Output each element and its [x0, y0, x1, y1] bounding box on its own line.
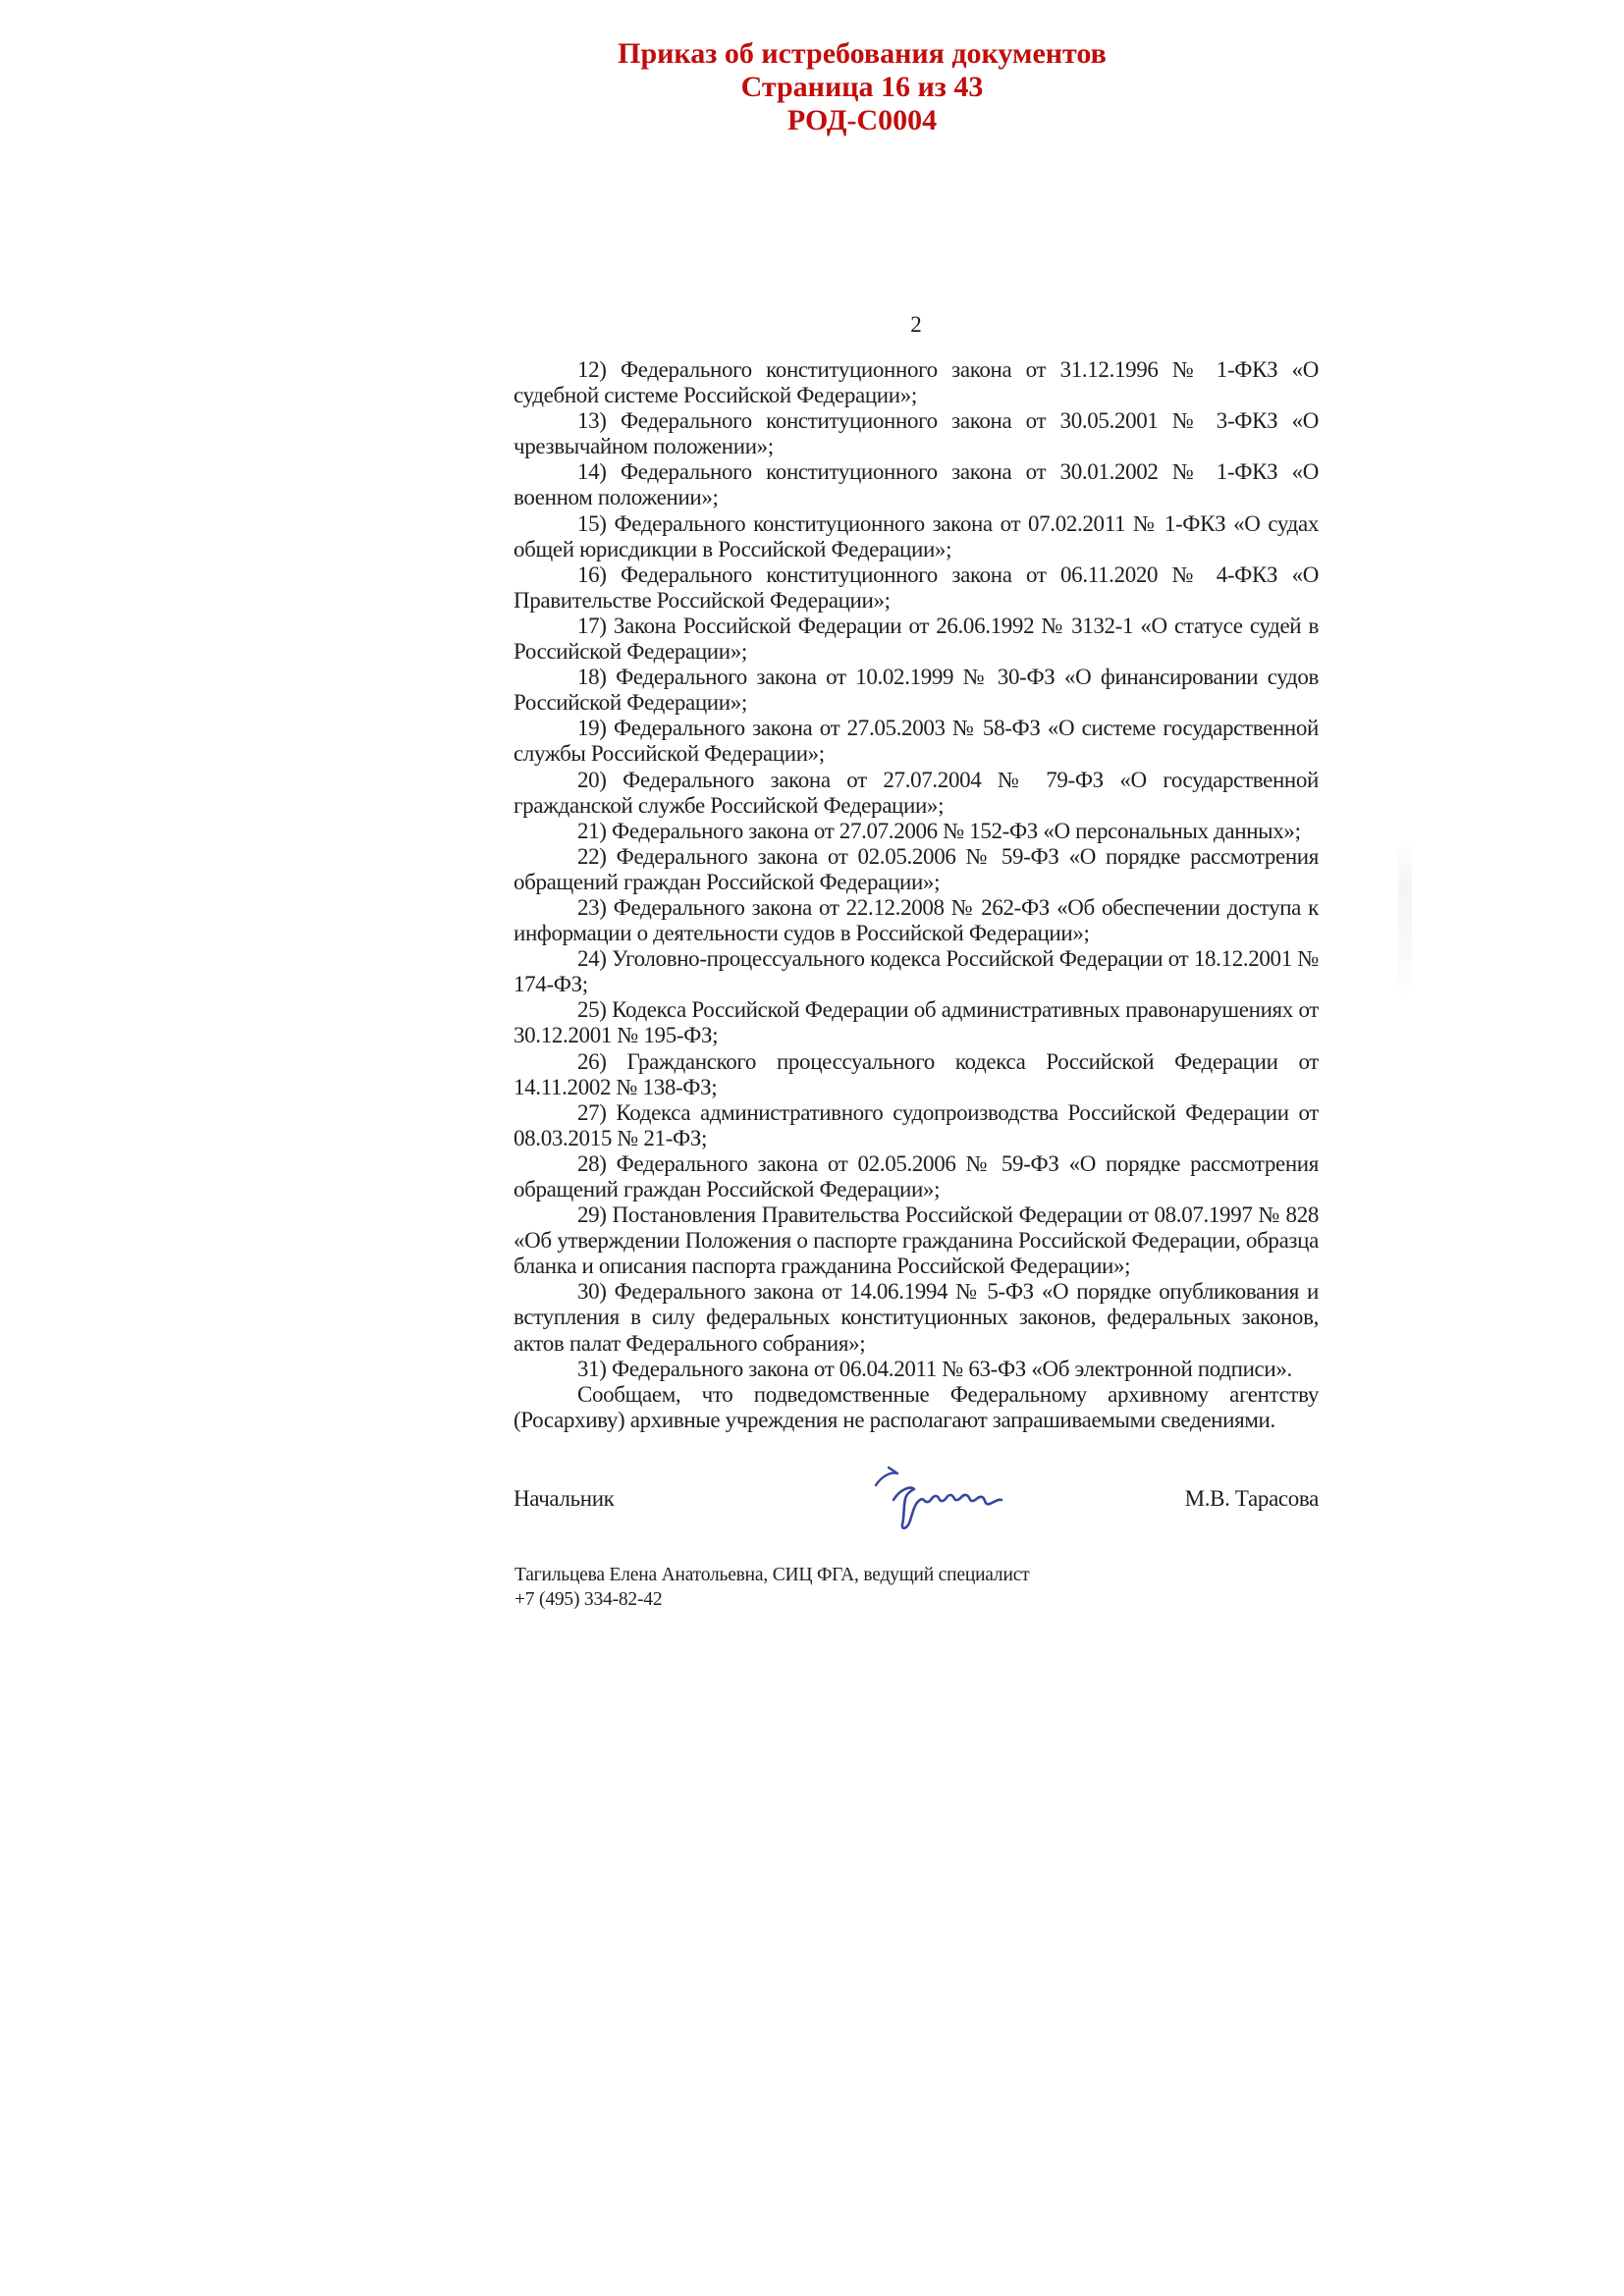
paragraph: 26) Гражданского процессуального кодекса Российской Федерации от 14.11.2002 № 138-ФЗ; [514, 1048, 1319, 1099]
paragraph: 31) Федерального закона от 06.04.2011 № 63-ФЗ «Об электронной подписи». [577, 1356, 1292, 1381]
paragraph: 13) Федерального конституционного закона от 30.05.2001 № 3-ФКЗ «О чрезвычайном положении»; [514, 408, 1319, 459]
doc-page-info: Страница 16 из 43 [740, 71, 984, 103]
body-paragraphs [514, 357, 1319, 1433]
paragraph: Сообщаем, что подведомственные Федеральному архивному агентству (Росархиву) архивные учреждения не располагают запрашиваемыми сведениями. [514, 1381, 1319, 1432]
paragraph: 30) Федерального закона от 14.06.1994 № 5-ФЗ «О порядке опубликования и вступления в силу федеральных конституционных законов, федеральных законов, актов палат Федерального собрания»; [514, 1279, 1319, 1356]
doc-footer [514, 1563, 1320, 1612]
signature-position-label: Начальник [514, 1486, 615, 1511]
paragraph: 19) Федерального закона от 27.05.2003 № 58-ФЗ «О системе государственной службы Российской Федерации»; [514, 716, 1319, 767]
doc-title: Приказ об истребования документов [618, 37, 1107, 70]
paragraph: 23) Федерального закона от 22.12.2008 № 262-ФЗ «Об обеспечении доступа к информации о деятельности судов в Российской Федерации»; [514, 894, 1319, 946]
paragraph: 12) Федерального конституционного закона от 31.12.1996 № 1-ФКЗ «О судебной системе Российской Федерации»; [514, 357, 1319, 408]
paragraph: 14) Федерального конституционного закона от 30.01.2002 № 1-ФКЗ «О военном положении»; [514, 459, 1319, 510]
paragraph: 24) Уголовно-процессуального кодекса Российской Федерации от 18.12.2001 № 174-ФЗ; [514, 946, 1319, 997]
handwritten-signature-icon [864, 1459, 1011, 1547]
doc-header [100, 37, 1624, 137]
signature-name: М.В. Тарасова [1184, 1486, 1319, 1511]
doc-code: РОД-С0004 [786, 104, 938, 136]
paragraph: 16) Федерального конституционного закона от 06.11.2020 № 4-ФКЗ «О Правительстве Российской Федерации»; [514, 561, 1319, 613]
paragraph: 28) Федерального закона от 02.05.2006 № 59-ФЗ «О порядке рассмотрения обращений граждан Российской Федерации»; [514, 1150, 1319, 1201]
paragraph: 22) Федерального закона от 02.05.2006 № 59-ФЗ «О порядке рассмотрения обращений граждан Российской Федерации»; [514, 843, 1319, 894]
page-number: 2 [910, 312, 922, 337]
scan-artifact [1398, 840, 1412, 997]
paragraph: 25) Кодекса Российской Федерации об административных правонарушениях от 30.12.2001 № 195-ФЗ; [514, 997, 1319, 1048]
paragraph: 29) Постановления Правительства Российской Федерации от 08.07.1997 № 828 «Об утверждении Положения о паспорте гражданина Российской Федерации, образца бланка и описания паспорта гражданина Российской Федерации»; [514, 1202, 1319, 1279]
paragraph: 17) Закона Российской Федерации от 26.06.1992 № 3132-1 «О статусе судей в Российской Федерации»; [514, 613, 1319, 665]
paragraph: 20) Федерального закона от 27.07.2004 № 79-ФЗ «О государственной гражданской службе Российской Федерации»; [514, 767, 1319, 818]
paragraph: 21) Федерального закона от 27.07.2006 № 152-ФЗ «О персональных данных»; [577, 818, 1301, 843]
paragraph: 18) Федерального закона от 10.02.1999 № 30-ФЗ «О финансировании судов Российской Федерации»; [514, 665, 1319, 716]
paragraph: 15) Федерального конституционного закона от 07.02.2011 № 1-ФКЗ «О судах общей юрисдикции в Российской Федерации»; [514, 510, 1319, 561]
footer-phone: +7 (495) 334-82-42 [514, 1589, 663, 1610]
footer-contact: Тагильцева Елена Анатольевна, СИЦ ФГА, ведущий специалист [514, 1565, 1030, 1585]
paragraph: 27) Кодекса административного судопроизводства Российской Федерации от 08.03.2015 № 21-ФЗ; [514, 1099, 1319, 1150]
